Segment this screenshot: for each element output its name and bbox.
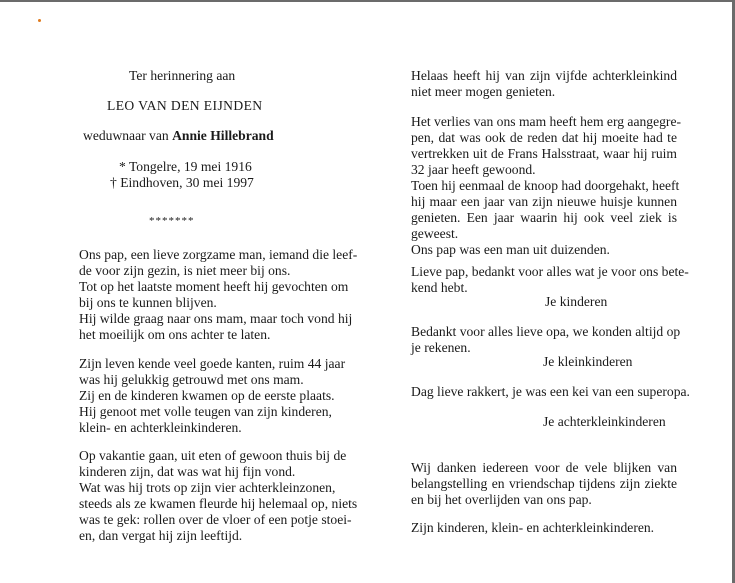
text-line: Het verlies van ons mam heeft hem erg aangegre- [411,114,682,129]
spouse-prefix: weduwnaar van [83,128,173,143]
divider-stars: ******* [149,215,195,227]
text-line: Ons pap, een lieve zorgzame man, iemand die leef- [79,247,358,262]
text-line: Tot op het laatste moment heeft hij gevochten om [79,279,349,294]
deceased-name: LEO VAN DEN EIJNDEN [107,98,263,113]
text-line: Zijn leven kende veel goede kanten, ruim 44 jaar [79,356,346,371]
text-line: de voor zijn gezin, is niet meer bij ons. [79,263,291,278]
text-line: kinderen zijn, dat was wat hij fijn vond. [79,464,296,479]
text-line: was hij gelukkig getrouwd met ons mam. [79,372,304,387]
text-line: steeds als ze kwamen fleurde hij helemaal op, niets [79,496,358,511]
intro-text: Ter herinnering aan [129,68,236,83]
text-line: Wij danken iedereen voor de vele blijken van [411,460,677,475]
text-line: Bedankt voor alles lieve opa, we konden altijd op [411,324,681,339]
text-line: Helaas heeft hij van zijn vijfde achterkleinkind [411,68,677,83]
text-line: en bij het overlijden van ons pap. [411,492,592,507]
spouse-line [83,128,274,144]
text-line: Ons pap was een man uit duizenden. [411,242,610,257]
text-line: geweest. [411,226,459,241]
left-paragraph-2 [79,356,346,436]
right-paragraph-4 [411,324,681,356]
text-line: klein- en achterkleinkinderen. [79,420,242,435]
text-line: hij maar een jaar van zijn nieuwe huisje kunnen [411,194,677,209]
text-line: en, dan vergat hij zijn leeftijd. [79,528,243,543]
text-line: bij ons te kunnen blijven. [79,295,217,310]
right-paragraph-6 [411,460,677,508]
text-line: je rekenen. [411,340,471,355]
signature-children: Je kinderen [545,294,608,309]
text-line: 32 jaar heeft gewoond. [411,162,536,177]
spouse-name: Annie Hillebrand [172,128,274,143]
text-line: Op vakantie gaan, uit eten of gewoon thuis bij de [79,448,347,463]
left-paragraph-3 [79,448,358,544]
text-line: niet meer mogen genieten. [411,84,556,99]
text-line: genieten. Een jaar waarin hij ook veel ziek is [411,210,677,225]
text-line: Toen hij eenmaal de knoop had doorgehakt, heeft [411,178,680,193]
text-line: het moeilijk om ons achter te laten. [79,327,271,342]
right-paragraph-2 [411,114,682,258]
text-line: vertrekken uit de Frans Halsstraat, waar hij ruim [411,146,677,161]
text-line: Lieve pap, bedankt voor alles wat je voor ons bete- [411,264,689,279]
orange-dot-mark [38,19,41,22]
closing-line: Zijn kinderen, klein- en achterkleinkinderen. [411,520,655,535]
birth-line: * Tongelre, 19 mei 1916 [119,159,252,174]
left-paragraph-1 [79,247,358,343]
text-line: Wat was hij trots op zijn vier achterkleinzonen, [79,480,336,495]
text-line: Hij genoot met volle teugen van zijn kinderen, [79,404,332,419]
text-line: Hij wilde graag naar ons mam, maar toch vond hij [79,311,353,326]
frame-top-border [0,0,735,2]
death-line: † Eindhoven, 30 mei 1997 [110,175,254,190]
text-line: kend hebt. [411,280,468,295]
text-line: pen, dat was ook de reden dat hij moeite had te [411,130,677,145]
signature-grandchildren: Je kleinkinderen [543,354,633,369]
text-line: was te gek: rollen over de vloer of een potje stoei- [79,512,352,527]
right-paragraph-5: Dag lieve rakkert, je was een kei van een superopa. [411,384,690,399]
text-line: Zij en de kinderen kwamen op de eerste plaats. [79,388,335,403]
right-paragraph-3 [411,264,689,296]
text-line: belangstelling en vriendschap tijdens zijn ziekte [411,476,677,491]
right-paragraph-1 [411,68,677,100]
signature-great-grandchildren: Je achterkleinkinderen [543,414,666,429]
